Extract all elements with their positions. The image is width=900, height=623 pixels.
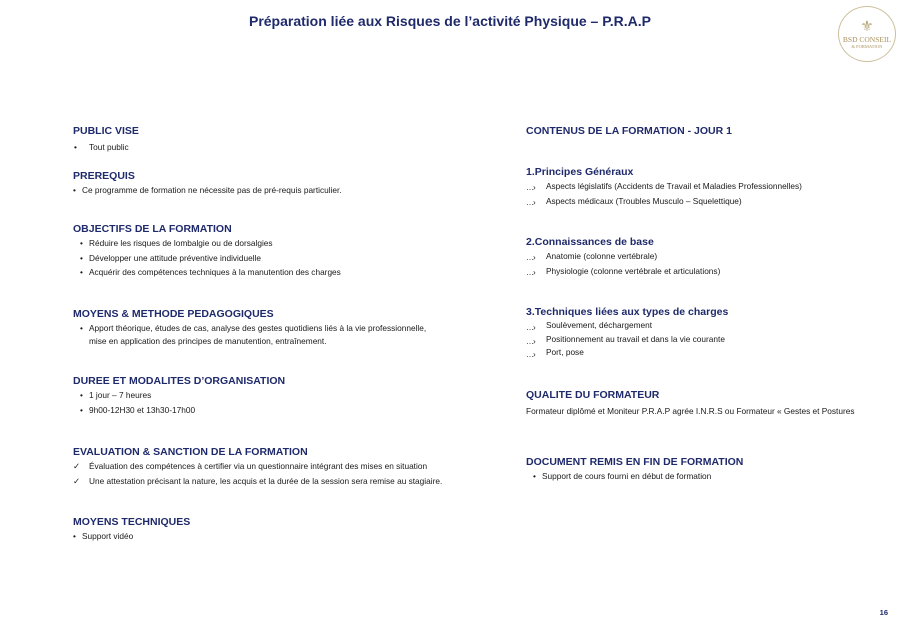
section-heading: MOYENS & METHODE PEDAGOGIQUES xyxy=(73,308,274,320)
list-item: • Support de cours fourni en début de formation xyxy=(533,471,712,481)
list-item: • Ce programme de formation ne nécessite pas de pré-requis particulier. xyxy=(73,185,342,195)
section-duree xyxy=(73,375,493,417)
page-number: 16 xyxy=(879,608,888,617)
section-connaissances xyxy=(526,236,871,278)
section-qualite-formateur xyxy=(526,389,871,418)
list-item: ✓ Évaluation des compétences à certifier via un questionnaire intégrant des mises en situation xyxy=(73,459,493,474)
arrow-icon: …› xyxy=(526,197,535,207)
section-prerequis xyxy=(73,170,493,198)
list-item: …› Port, pose xyxy=(526,346,871,360)
list-item: • Support vidéo xyxy=(73,531,134,541)
section-heading: PUBLIC VISE xyxy=(73,125,139,137)
list-item: • 9h00-12H30 et 13h30-17h00 xyxy=(80,404,196,415)
section-heading: CONTENUS DE LA FORMATION - JOUR 1 xyxy=(526,125,732,137)
list-item: • Réduire les risques de lombalgie ou de dorsalgies xyxy=(80,238,273,248)
arrow-icon: …› xyxy=(526,323,535,332)
list-item: ✓ Une attestation précisant la nature, les acquis et la durée de la session sera remise au stagiaire. xyxy=(73,474,493,489)
subsection-heading: 1.Principes Généraux xyxy=(526,166,634,178)
list-item-continued: mise en application des principes de manutention, entraînement. xyxy=(89,335,327,346)
check-icon: ✓ xyxy=(73,475,80,486)
list-item: • Développer une attitude préventive individuelle xyxy=(80,252,262,263)
section-contenus xyxy=(526,125,871,138)
section-public-vise xyxy=(73,125,493,155)
list-item: …› Soulèvement, déchargement xyxy=(526,319,871,333)
arrow-icon: …› xyxy=(526,183,535,192)
list-item: …› Anatomie (colonne vertébrale) xyxy=(526,249,871,264)
section-techniques-charges xyxy=(526,306,871,360)
section-heading: EVALUATION & SANCTION DE LA FORMATION xyxy=(73,446,308,458)
logo-line-1: BSD CONSEIL xyxy=(842,34,892,44)
section-principes-generaux xyxy=(526,166,871,208)
list-item: …› Aspects médicaux (Troubles Musculo – Squelettique) xyxy=(526,194,871,209)
section-heading: OBJECTIFS DE LA FORMATION xyxy=(73,223,232,235)
section-objectifs xyxy=(73,223,493,280)
section-moyens-techniques xyxy=(73,516,493,544)
list-item: • Apport théorique, études de cas, analyse des gestes quotidiens liés à la vie professionnelle, xyxy=(80,323,427,333)
arrow-icon: …› xyxy=(526,350,535,359)
arrow-icon: …› xyxy=(526,336,535,346)
section-evaluation xyxy=(73,446,493,488)
check-icon: ✓ xyxy=(73,461,80,471)
section-heading: MOYENS TECHNIQUES xyxy=(73,516,191,528)
list-item: • 1 jour – 7 heures xyxy=(80,390,152,400)
logo-line-2: & FORMATION xyxy=(851,43,883,49)
section-moyens-methode xyxy=(73,308,493,347)
subsection-heading: 3.Techniques liées aux types de charges xyxy=(526,306,729,318)
section-heading: PREREQUIS xyxy=(73,170,135,182)
qualite-text: Formateur diplômé et Moniteur P.R.A.P agrée I.N.R.S ou Formateur « Gestes et Postures xyxy=(526,406,855,416)
list-item: …› Physiologie (colonne vertébrale et articulations) xyxy=(526,264,871,279)
page-title: Préparation liée aux Risques de l’activité Physique – P.R.A.P xyxy=(248,13,651,29)
section-heading: DOCUMENT REMIS EN FIN DE FORMATION xyxy=(526,456,744,468)
list-item: …› Positionnement au travail et dans la vie courante xyxy=(526,333,871,347)
list-item: • Tout public xyxy=(74,142,129,152)
list-item: …› Aspects législatifs (Accidents de Travail et Maladies Professionnelles) xyxy=(526,179,871,194)
company-logo xyxy=(838,6,896,62)
section-heading: DUREE ET MODALITES D’ORGANISATION xyxy=(73,375,286,387)
subsection-heading: 2.Connaissances de base xyxy=(526,236,654,248)
logo-emblem-icon: ⚜ xyxy=(860,16,874,35)
list-item: • Acquérir des compétences techniques à la manutention des charges xyxy=(80,267,341,277)
section-heading: QUALITE DU FORMATEUR xyxy=(526,389,660,401)
arrow-icon: …› xyxy=(526,267,535,277)
section-document-remis xyxy=(526,456,871,484)
arrow-icon: …› xyxy=(526,253,535,262)
